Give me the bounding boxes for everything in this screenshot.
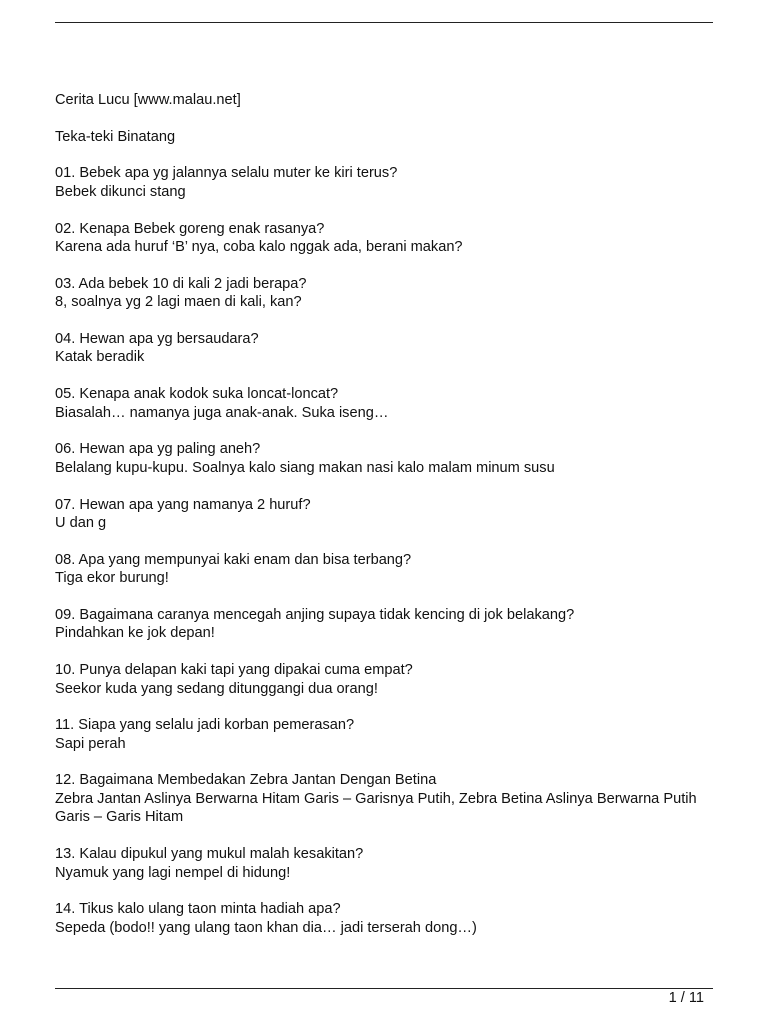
riddle-item [55,551,715,588]
riddle-question: 04. Hewan apa yg bersaudara? [55,330,259,347]
riddle-answer: Nyamuk yang lagi nempel di hidung! [55,864,291,881]
riddle-question: 01. Bebek apa yg jalannya selalu muter ke kiri terus? [55,165,398,182]
riddle-answer: Biasalah… namanya juga anak-anak. Suka iseng… [55,404,389,421]
riddle-item [55,661,715,698]
riddle-item [55,845,715,882]
riddle-question: 02. Kenapa Bebek goreng enak rasanya? [55,220,325,237]
riddle-item [55,385,715,422]
riddle-item [55,440,715,477]
riddle-answer: Sepeda (bodo!! yang ulang taon khan dia… jadi terserah dong…) [55,919,477,936]
riddle-item [55,330,715,367]
riddle-question: 14. Tikus kalo ulang taon minta hadiah apa? [55,901,341,918]
footer-divider [55,988,713,989]
riddle-item [55,496,715,533]
header-divider [55,22,713,23]
riddle-question: 03. Ada bebek 10 di kali 2 jadi berapa? [55,275,307,292]
riddle-question: 08. Apa yang mempunyai kaki enam dan bisa terbang? [55,551,412,568]
riddle-answer: Karena ada huruf ‘B’ nya, coba kalo nggak ada, berani makan? [55,239,463,256]
riddle-answer: Seekor kuda yang sedang ditunggangi dua orang! [55,680,378,697]
riddle-answer: Zebra Jantan Aslinya Berwarna Hitam Garis – Garisnya Putih, Zebra Betina Aslinya Berwarna Putih Garis – Garis Hitam [55,790,697,826]
riddle-answer: Bebek dikunci stang [55,183,186,200]
riddle-answer: Katak beradik [55,349,145,366]
riddle-item [55,771,715,827]
riddle-item [55,606,715,643]
riddle-answer: Pindahkan ke jok depan! [55,625,215,642]
riddle-answer: Tiga ekor burung! [55,570,169,587]
riddle-item [55,275,715,312]
riddle-answer: Sapi perah [55,735,126,752]
riddle-question: 06. Hewan apa yg paling aneh? [55,441,261,458]
riddle-question: 11. Siapa yang selalu jadi korban pemerasan? [55,717,355,734]
section-title: Teka-teki Binatang [55,128,176,145]
riddle-item [55,716,715,753]
riddle-answer: Belalang kupu-kupu. Soalnya kalo siang makan nasi kalo malam minum susu [55,459,555,476]
riddle-question: 09. Bagaimana caranya mencegah anjing supaya tidak kencing di jok belakang? [55,606,575,623]
riddle-answer: 8, soalnya yg 2 lagi maen di kali, kan? [55,294,302,311]
riddle-question: 05. Kenapa anak kodok suka loncat-loncat? [55,386,339,403]
page-number: 1 / 11 [668,990,704,1006]
riddle-question: 12. Bagaimana Membedakan Zebra Jantan Dengan Betina [55,772,437,789]
riddle-question: 13. Kalau dipukul yang mukul malah kesakitan? [55,846,364,863]
riddle-item [55,900,715,937]
document-body [55,91,715,956]
riddle-item [55,164,715,201]
riddle-answer: U dan g [55,515,107,531]
site-title: Cerita Lucu [www.malau.net] [55,92,241,108]
riddle-question: 10. Punya delapan kaki tapi yang dipakai cuma empat? [55,662,413,679]
riddle-question: 07. Hewan apa yang namanya 2 huruf? [55,496,311,513]
riddle-item [55,220,715,257]
